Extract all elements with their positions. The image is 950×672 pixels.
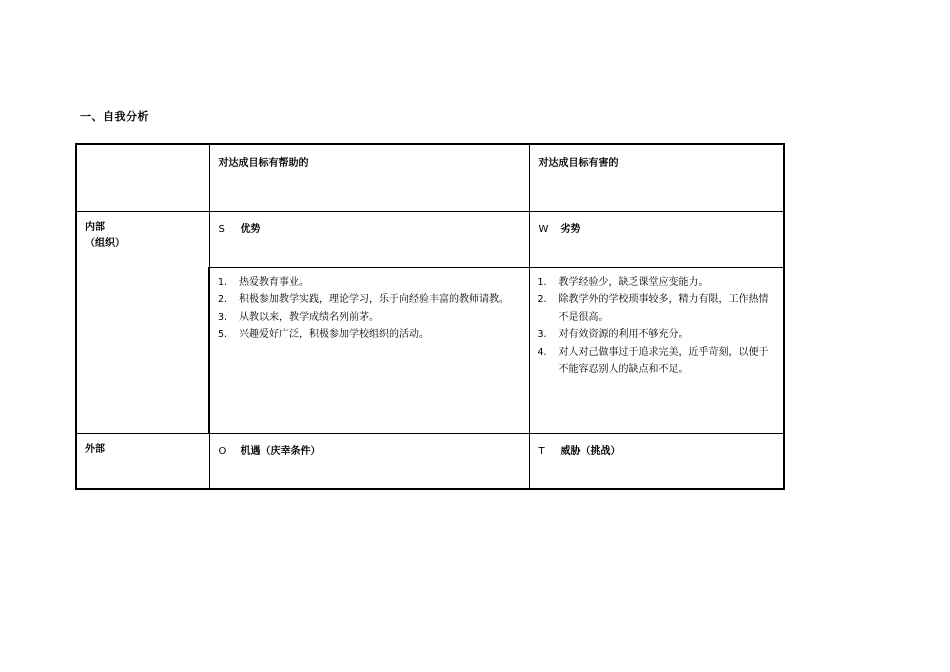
weaknesses-list	[530, 268, 784, 379]
internal-label: 内部	[85, 221, 105, 233]
harmful-header: 对达成目标有害的	[529, 144, 784, 211]
strengths-heading	[209, 211, 529, 267]
internal-heading-row	[76, 211, 784, 267]
strengths-cell	[209, 267, 529, 433]
external-row-label: 外部	[76, 433, 209, 489]
list-item: 1. 热爱教育事业。	[218, 276, 309, 288]
threats-label: 威胁（挑战）	[560, 445, 621, 457]
weaknesses-cell	[529, 267, 784, 433]
opportunities-label: 机遇（庆幸条件）	[240, 445, 321, 457]
section-title: 一、自我分析	[80, 110, 149, 123]
weaknesses-letter: W	[538, 223, 549, 235]
strengths-letter: S	[218, 223, 225, 235]
corner-cell	[76, 144, 209, 211]
weaknesses-label: 劣势	[560, 223, 581, 235]
weaknesses-heading	[529, 211, 784, 267]
list-item: 2. 除教学外的学校琐事较多，精力有限，工作热情不是很高。	[537, 294, 769, 323]
swot-table	[75, 143, 785, 490]
internal-row-label	[76, 211, 209, 433]
header-row	[76, 144, 784, 211]
external-row	[76, 433, 784, 489]
list-item: 2. 积极参加教学实践，理论学习，乐于向经验丰富的教师请教。	[218, 294, 509, 305]
list-item: 5. 兴趣爱好广泛，积极参加学校组织的活动。	[218, 329, 429, 340]
opportunities-heading	[209, 433, 529, 489]
list-item: 1. 教学经验少，缺乏课堂应变能力。	[537, 276, 709, 288]
threats-letter: T	[538, 445, 545, 457]
opportunities-letter: O	[218, 445, 227, 457]
strengths-label: 优势	[240, 223, 261, 235]
list-item: 3. 对有效资源的利用不够充分。	[537, 329, 689, 340]
helpful-header: 对达成目标有帮助的	[209, 144, 529, 211]
threats-heading	[529, 433, 784, 489]
internal-sublabel: （组织）	[85, 237, 125, 249]
list-item: 4. 对人对己做事过于追求完美，近乎苛刻，以便于不能容忍别人的缺点和不足。	[537, 346, 769, 375]
list-item: 3. 从教以来，教学成绩名列前茅。	[218, 311, 379, 323]
strengths-list	[210, 268, 529, 344]
